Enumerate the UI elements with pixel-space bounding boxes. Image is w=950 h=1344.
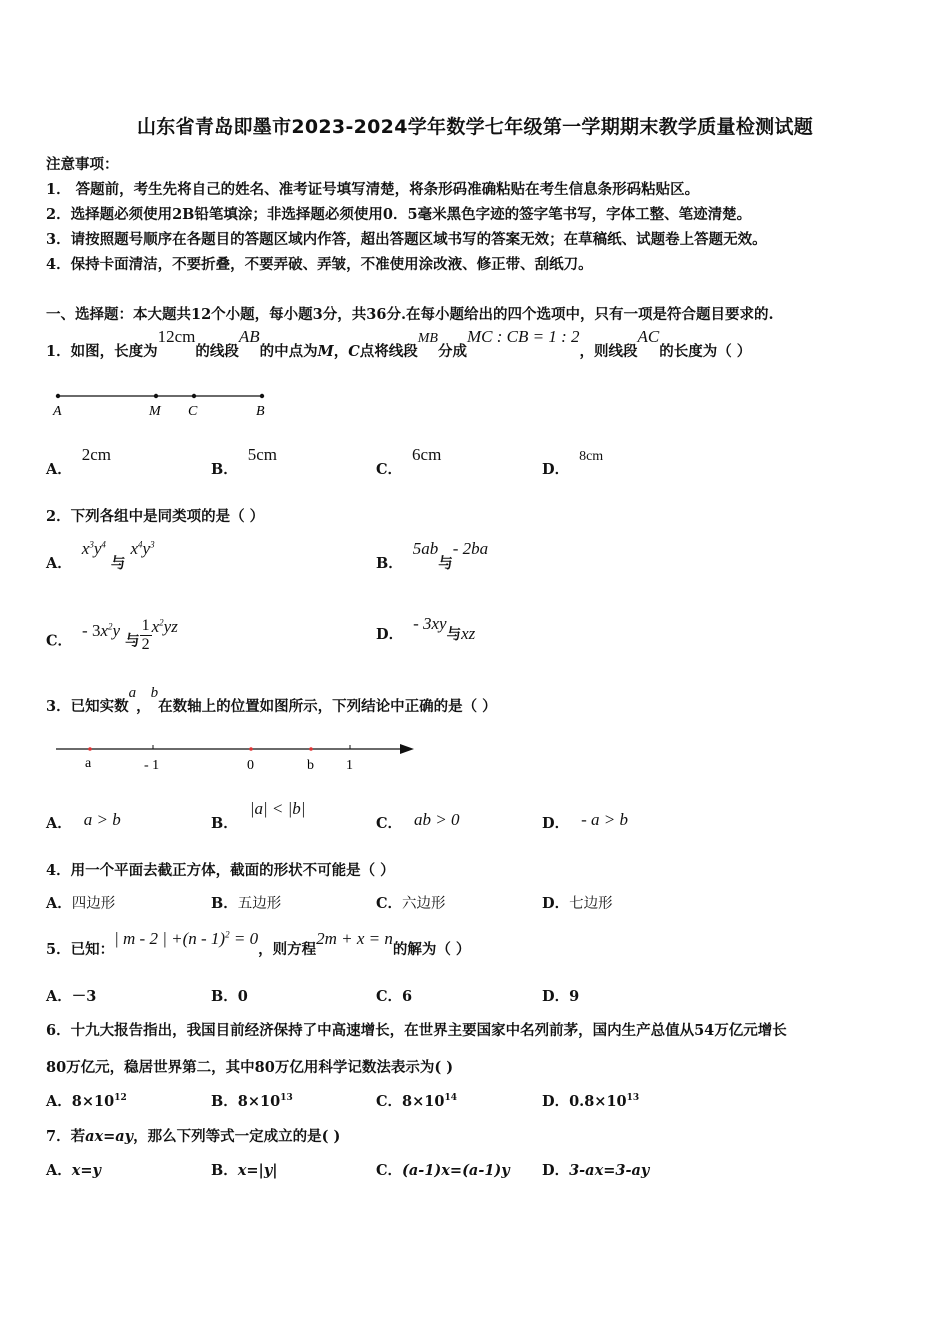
option-value: 七边形 [569,896,613,912]
option-value: 0 [237,988,248,1005]
q2-option-c[interactable] [46,616,178,660]
option-value: 9 [569,988,580,1005]
q1-option-b[interactable] [211,445,278,479]
option-label: C． [376,895,403,912]
notice-heading: 注意事项： [46,156,119,173]
option-exponent: 12 [114,1093,127,1104]
option-value: 8cm [579,449,604,464]
option-base: 8×10 [237,1093,281,1110]
notice-item-4: 4．保持卡面清洁，不要折叠，不要弄破、弄皱，不准使用涂改液、修正带、刮纸刀。 [46,256,593,273]
option-label: A． [46,461,72,478]
option-label: C． [376,988,403,1005]
q7-text: 7．若 [46,1128,86,1145]
q5-eq1-end: = 0 [229,929,259,948]
question-2-stem: 2．下列各组中是同类项的是（ ） [46,508,265,525]
option-value: ab > 0 [414,810,460,829]
q7-option-a[interactable] [46,1159,101,1180]
q1-segment-figure [48,388,278,422]
q2-a-left: $x^3y^4$ [81,539,106,558]
q3-option-b[interactable] [211,799,306,833]
q5-condition [114,929,258,948]
q3-option-a[interactable] [46,812,121,833]
q5-text: 的解为（ ） [392,941,471,958]
point-c-label: C [188,404,198,419]
option-value: 6cm [412,445,442,464]
q2-d-right: xz [461,624,476,643]
q1-text: ，则线段 [579,343,638,360]
option-value: |a| < |b| [249,799,306,818]
q2-b-left: 5ab [412,539,439,558]
axis-label-b: b [307,758,314,772]
option-label: D． [376,626,404,643]
option-label: C． [46,632,73,650]
q5-option-b[interactable] [211,985,248,1006]
q7-option-c[interactable] [376,1159,510,1180]
q2-with: 与 [438,555,453,572]
q1-text: 的中点为 [259,343,318,360]
option-label: D． [542,461,570,478]
section-1-heading: 一、选择题：本大题共12个小题，每小题3分，共36分.在每小题给出的四个选项中，只有一项是符合题目要求的. [46,306,774,323]
option-label: D． [542,1162,570,1179]
notice-item-2: 2．选择题必须使用2B铅笔填涂；非选择题必须使用0．5毫米黑色字迹的签字笔书写，字体工整、笔迹清楚。 [46,206,752,223]
q3-number-line [52,738,422,772]
point-a-dot [56,394,60,398]
option-label: A． [46,988,72,1005]
q3-var-b: b [150,685,159,701]
point-m-label: M [149,404,161,419]
q6-option-b[interactable] [211,1090,293,1111]
q2-d-left: - 3xy [413,614,447,633]
option-value: 6 [402,988,413,1005]
point-b-label: B [256,404,265,419]
q2-with: 与 [446,626,462,643]
question-6-stem-line-2: 80万亿元，稳居世界第二，其中80万亿用科学记数法表示为( ) [46,1059,454,1076]
axis-arrow [400,744,414,754]
option-exponent: 13 [626,1093,640,1104]
option-value: 5cm [247,445,278,464]
q2-c-coef: - 3 [82,620,101,640]
q2-option-d[interactable] [376,614,476,644]
fraction-numerator: 1 [141,617,150,634]
option-value: 六边形 [402,896,446,912]
q2-c-left: $x^2y$ [100,620,121,640]
option-value: 2cm [81,445,112,464]
q1-segment-ab: AB [238,327,260,346]
q6-option-a[interactable] [46,1090,127,1111]
q1-text: 点将线段 [359,343,418,360]
point-a-label: A [53,404,62,419]
point-zero-dot [249,747,253,751]
q1-segment-mb: MB [417,331,438,346]
q1-option-c[interactable] [376,445,442,479]
q2-option-a[interactable] [46,539,155,573]
point-a-dot [88,747,92,751]
option-value: 3-ax=3-ay [569,1162,650,1179]
option-value: 四边形 [71,896,116,912]
q2-with: 与 [125,632,140,650]
q5-text: 5．已知： [46,941,115,958]
option-label: B． [211,1093,238,1110]
q4-option-a[interactable] [46,892,115,913]
q1-text: 的线段 [195,343,239,360]
q2-with: 与 [110,555,126,572]
q1-text: ， [333,343,349,360]
notice-item-1: 1． 答题前，考生先将自己的姓名、准考证号填写清楚，将条形码准确粘贴在考生信息条形码粘贴区。 [46,181,700,198]
option-base: 8×10 [71,1093,115,1110]
point-c-dot [192,394,196,398]
q3-text: ， [136,698,151,715]
q7-option-b[interactable] [211,1159,278,1180]
q5-text: ，则方程 [258,941,317,958]
q7-option-d[interactable] [542,1159,649,1180]
option-label: C． [376,461,403,478]
axis-label-minus-one: - 1 [144,758,160,772]
option-value: －3 [71,988,97,1005]
q4-option-c[interactable] [376,892,446,913]
option-label: B． [211,461,238,478]
question-6-stem-line-1: 6．十九大报告指出，我国目前经济保持了中高速增长，在世界主要国家中名列前茅，国内生产总值从54万亿元增长 [46,1022,787,1039]
option-label: A． [46,815,72,832]
option-value: a > b [83,810,121,829]
option-label: C． [376,815,403,832]
option-label: A． [46,555,72,572]
option-label: B． [211,895,238,912]
notice-item-3: 3．请按照题号顺序在各题目的答题区域内作答，超出答题区域书写的答案无效；在草稿纸、试题卷上答题无效。 [46,231,767,248]
option-label: B． [376,555,403,572]
q4-option-b[interactable] [211,892,281,913]
fraction-denominator: 2 [141,636,150,653]
option-base: 8×10 [402,1093,445,1110]
question-5-stem [46,929,471,959]
q2-option-b[interactable] [376,539,489,573]
page-title: 山东省青岛即墨市2023-2024学年数学七年级第一学期期末教学质量检测试题 [136,116,814,138]
q5-option-c[interactable] [376,985,412,1006]
q2-c-fraction [140,617,152,654]
option-label: C． [376,1093,403,1110]
option-base: 0.8×10 [569,1093,627,1110]
q1-point-m: M [317,343,334,360]
option-value: - a > b [581,810,628,829]
option-label: D． [542,1093,570,1110]
option-exponent: 14 [444,1093,457,1104]
option-label: D． [542,988,570,1005]
question-4-stem: 4．用一个平面去截正方体，截面的形状不可能是（ ） [46,862,395,879]
q3-option-c[interactable] [376,812,460,833]
q6-option-c[interactable] [376,1090,457,1111]
point-b-dot [260,394,264,398]
option-label: A． [46,1093,72,1110]
q6-option-d[interactable] [542,1090,639,1111]
q5-option-a[interactable] [46,985,96,1006]
q1-text: 分成 [437,343,467,360]
q1-text: 1．如图，长度为 [46,343,158,360]
q5-eq1-exponent: 2 [225,929,230,940]
point-b-dot [309,747,313,751]
q2-b-right: - 2ba [452,539,489,558]
q1-point-c: C [348,343,360,360]
option-value: x=|y| [237,1162,278,1179]
q3-var-a: a [128,685,137,701]
q5-eq1-body: | m - 2 | +(n - 1) [114,929,226,948]
q5-option-d[interactable] [542,985,579,1006]
option-label: C． [376,1162,403,1179]
question-7-stem [46,1125,340,1146]
q1-option-a[interactable] [46,445,112,479]
option-value: 五边形 [237,896,282,912]
axis-label-a: a [85,756,92,771]
option-value: x=y [71,1162,101,1179]
q1-segment-ac: AC [637,327,660,346]
q1-ratio: MC : CB = 1 : 2 [466,327,580,346]
q1-option-d[interactable] [542,449,604,479]
q3-option-d[interactable] [542,812,628,833]
axis-label-zero: 0 [247,758,254,772]
q5-equation: 2m + x = n [316,929,393,948]
q1-length: 12cm [157,327,196,346]
q1-text: 的长度为（ ） [659,343,752,360]
q2-c-right: $x^2yz$ [151,616,178,636]
option-label: B． [211,815,238,832]
question-1-stem [46,327,752,361]
q4-option-d[interactable] [542,892,613,913]
option-label: D． [542,815,570,832]
option-value: (a-1)x=(a-1)y [402,1162,510,1179]
option-label: D． [542,895,570,912]
option-label: B． [211,1162,238,1179]
q3-text: 在数轴上的位置如图所示，下列结论中正确的是（ ） [158,698,497,715]
option-label: A． [46,895,72,912]
point-m-dot [154,394,158,398]
q7-text: ，那么下列等式一定成立的是( ) [133,1128,341,1145]
option-exponent: 13 [280,1093,293,1104]
question-3-stem [46,685,497,716]
option-label: B． [211,988,238,1005]
q3-text: 3．已知实数 [46,698,129,715]
axis-label-one: 1 [346,758,353,772]
option-label: A． [46,1162,72,1179]
q2-a-right: $x^4y^3$ [130,539,155,558]
q7-condition: ax=ay [85,1128,134,1145]
